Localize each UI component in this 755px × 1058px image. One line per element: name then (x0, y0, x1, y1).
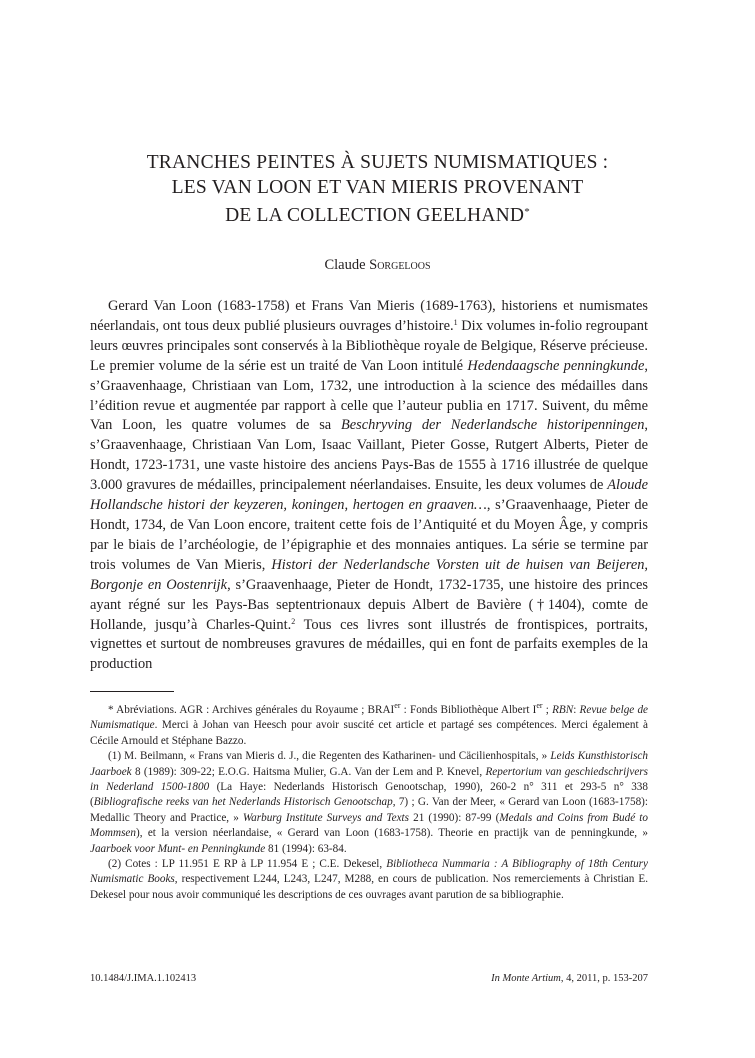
author-name (0, 255, 755, 275)
note-text: (La Haye: Nederlands Historisch Genootschap, 1990), 260-2 n° 311 et 293-5 n° 338 ( (90, 781, 648, 809)
note-italic: Jaarboek voor Munt- en Penningkunde (90, 842, 266, 855)
note-italic: Repertorium van geschiedschrijvers in Nederland 1500-1800 (90, 765, 649, 794)
note-text: : (573, 704, 580, 716)
book-title: Histori der Nederlandsche Vorsten uit de huisen van Beijeren, Borgonje en Oostenrijk (90, 556, 648, 593)
note-sup: er (394, 701, 401, 710)
body-text: , s’Graavenhaage, Christiaan van Lom, 1732, une introduction à la science des médailles dans l’édition revue et augmentée par rapport à celle que l’auteur publia en 1717. Suivent, du même Van Loon, les quatre volumes de sa (90, 357, 649, 434)
doi-link[interactable]: 10.1484/J.IMA.1.102413 (90, 973, 197, 984)
title-footnote-mark[interactable]: * (524, 206, 530, 218)
body-text: , s’Graavenhaage, Pieter de Hondt, 1732-1735, une histoire des princes ayant régné sur les Pays-Bas septentrionaux depuis Albert de Bavière (†1404), comte de Hollande, jusqu’à Charles-Quint. (90, 576, 648, 633)
footnote-ref-1[interactable]: 1 (453, 317, 458, 327)
journal-citation (491, 972, 648, 986)
note-text: , 7) ; G. Van der Meer, « Gerard van Loon (1683-1758): Medallic Theory and Practice, » (90, 796, 648, 824)
body-text: Gerard Van Loon (1683-1758) et Frans Van Mieris (1689-1763), historiens et numismates néerlandais, ont tous deux publié plusieurs ouvrages d’histoire. (90, 298, 648, 334)
note-text: , respectivement L244, L243, L247, M288, en cours de publication. Nos remerciements à Christian E. Dekesel pour nous avoir communiqué les descriptions de ces ouvrages avant parution de sa bibliographie. (90, 873, 648, 901)
note-text: M. Beilmann, « Frans van Mieris d. J., die Regenten des Katharinen- und Cäcilienhospitals, » (121, 750, 551, 763)
footnotes (90, 703, 648, 903)
footnote-number: (2) (108, 858, 122, 871)
note-italic: RBN (552, 704, 574, 716)
author-first-name: Claude (324, 257, 366, 273)
note-text: 8 (1989): 309-22; E.O.G. Haitsma Mulier, G.A. Van der Lem and P. Knevel, (131, 765, 486, 778)
note-sup: er (536, 701, 543, 710)
note-text: ), et la version néerlandaise, « Gerard van Loon (1683-1758). Theorie en practijk van de penningkunde, » (136, 827, 648, 840)
note-italic: Revue belge de Numismatique (90, 704, 648, 732)
footnote-2 (90, 857, 648, 903)
body-text: Dix volumes in-folio regroupant leurs œuvres principales sont conservés à la Bibliothèque royale de Belgique, Réserve précieuse. Le premier volume de la série est un traité de Van Loon intitulé (90, 317, 648, 374)
book-title: Hedendaagsche penningkunde (467, 357, 645, 374)
body-text: Tous ces livres sont illustrés de frontispices, portraits, vignettes et surtout de nombreuses gravures de médailles, qui en font de parfaits exemples de la production (90, 616, 648, 673)
author-last-name: Sorgeloos (369, 257, 431, 273)
body-paragraph (90, 297, 648, 675)
body-text: , s’Graavenhaage, Christiaan Van Lom, Isaac Vaillant, Pieter Gosse, Rutgert Alberts, Pieter de Hondt, 1723-1731, une vaste histoire des anciens Pays-Bas de 1555 à 1716 illustrée de quelque 3.000 gravures de médailles, principalement néerlandaises. Ensuite, les deux volumes de (90, 417, 648, 494)
note-text: 81 (1994): 63-84. (265, 842, 347, 855)
citation-details: , 4, 2011, p. 153-207 (560, 973, 648, 984)
note-italic: Medals and Coins from Budé to Mommsen (90, 811, 648, 840)
note-italic: Warburg Institute Surveys and Texts (242, 811, 410, 824)
note-italic: Bibliografische reeks van het Nederlands Historisch Genootschap (93, 796, 393, 809)
title-line-2: LES VAN LOON ET VAN MIERIS PROVENANT (171, 177, 584, 198)
journal-title: In Monte Artium (491, 973, 561, 984)
article-title (0, 150, 755, 228)
footnote-1 (90, 749, 648, 857)
footnote-mark: * (108, 704, 114, 716)
note-text: 21 (1990): 87-99 ( (409, 811, 500, 824)
note-text: . Merci à Johan van Heesch pour avoir suscité cet article et partagé ses compétences. Merci également à Cécile Arnould et Stéphane Bazzo. (90, 719, 648, 747)
note-text: ; (542, 704, 553, 716)
note-italic: Bibliotheca Nummaria : A Bibliography of 18th Century Numismatic Books (90, 858, 648, 886)
body-text: , s’Graavenhaage, Pieter de Hondt, 1734, de Van Loon encore, traitent cette fois de l’Antiquité et du Moyen Âge, y compris par le biais de l’archéologie, de l’épigraphie et des monnaies antiques. La série se termine par trois volumes de Van Mieris, (90, 497, 648, 573)
footnote-separator (90, 691, 174, 692)
book-title: Aloude Hollandsche histori der keyzeren, koningen, hertogen en graaven… (90, 477, 648, 514)
book-title: Beschryving der Nederlandsche historipenningen (340, 417, 645, 434)
title-line-3-text: DE LA COLLECTION GEELHAND (225, 205, 525, 226)
title-line-3 (0, 200, 755, 228)
footnote-number: (1) (108, 750, 122, 763)
footnote-ref-2[interactable]: 2 (291, 616, 296, 626)
note-italic: Leids Kunsthistorisch Jaarboek (90, 750, 648, 778)
note-text: Cotes : LP 11.951 E RP à LP 11.954 E ; C.E. Dekesel, (121, 858, 387, 871)
note-text: Abréviations. AGR : Archives générales du Royaume ; BRAI (113, 704, 395, 716)
footnote-star (90, 703, 648, 749)
note-text: : Fonds Bibliothèque Albert I (400, 704, 537, 716)
title-line-1: TRANCHES PEINTES À SUJETS NUMISMATIQUES : (146, 152, 609, 173)
